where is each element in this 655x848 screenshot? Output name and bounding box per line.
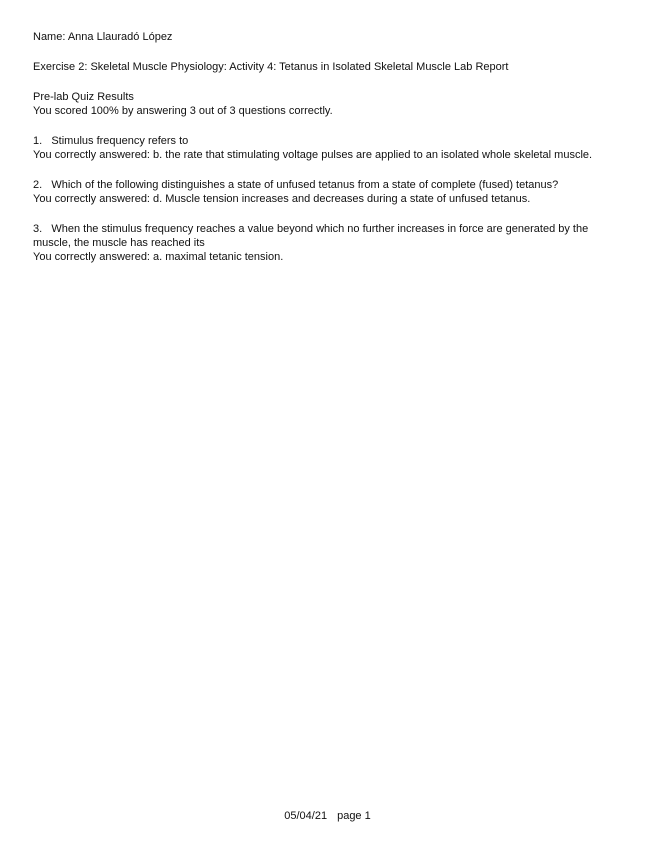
question-text: 3. When the stimulus frequency reaches a value beyond which no further increases in force are generated by the muscle, the muscle has reached its xyxy=(33,223,592,249)
document-content xyxy=(33,30,623,264)
footer-date: 05/04/21 xyxy=(284,810,328,822)
question-item xyxy=(33,178,623,206)
answer-text: You correctly answered: b. the rate that stimulating voltage pulses are applied to an isolated whole skeletal muscle. xyxy=(33,149,593,161)
question-text: 2. Which of the following distinguishes a state of unfused tetanus from a state of complete (fused) tetanus? xyxy=(33,179,559,191)
quiz-summary xyxy=(33,90,623,118)
quiz-score: You scored 100% by answering 3 out of 3 questions correctly. xyxy=(33,105,333,117)
answer-text: You correctly answered: a. maximal tetanic tension. xyxy=(33,251,284,263)
footer-page-number: page 1 xyxy=(337,810,371,822)
question-item xyxy=(33,134,623,162)
question-item xyxy=(33,222,623,264)
question-text: 1. Stimulus frequency refers to xyxy=(33,135,189,147)
page-footer xyxy=(0,809,655,823)
answer-text: You correctly answered: d. Muscle tension increases and decreases during a state of unfused tetanus. xyxy=(33,193,531,205)
question-list xyxy=(33,134,623,264)
quiz-heading: Pre-lab Quiz Results xyxy=(33,91,134,103)
report-title: Exercise 2: Skeletal Muscle Physiology: Activity 4: Tetanus in Isolated Skeletal Muscle Lab Report xyxy=(33,61,509,73)
student-name: Name: Anna Llauradó López xyxy=(33,31,173,43)
